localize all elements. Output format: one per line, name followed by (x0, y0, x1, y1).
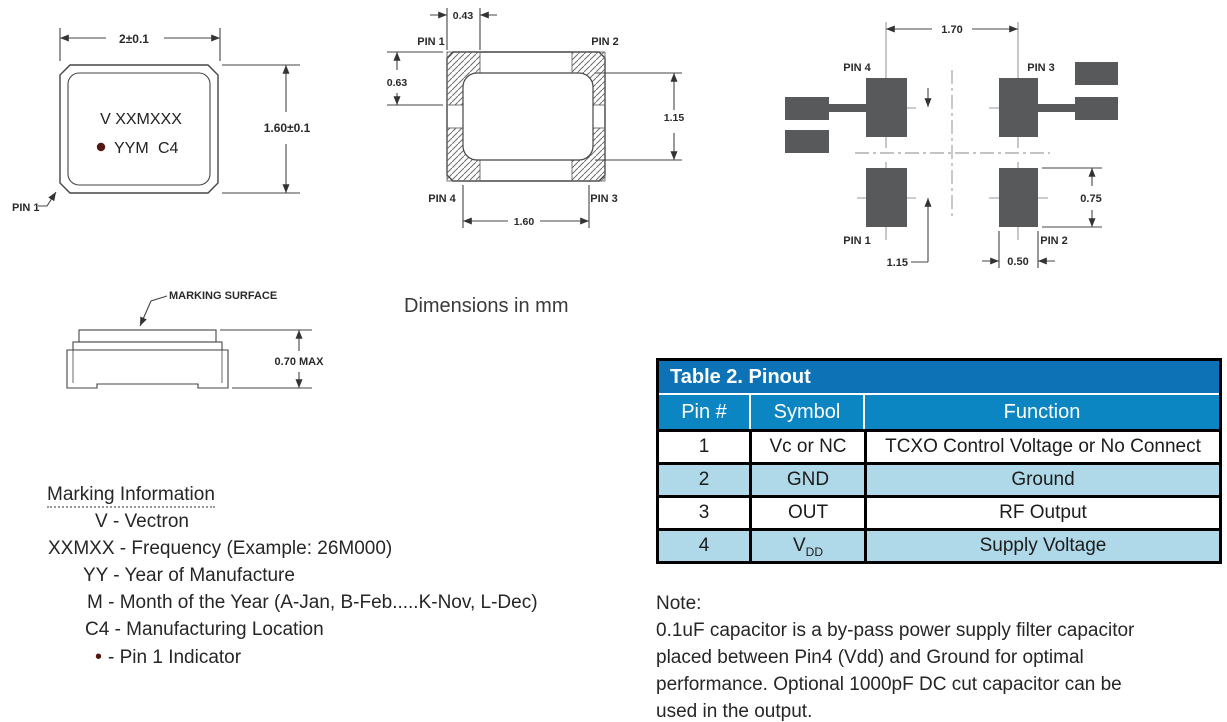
table-title: Table 2. Pinout (659, 361, 1219, 395)
pinout-table (656, 358, 1222, 564)
trace-left (829, 104, 866, 112)
pin3-label: PIN 3 (1027, 62, 1055, 74)
dim-cavity-height (595, 73, 684, 160)
marking-yym: YYM (114, 140, 149, 157)
dim-v-pitch-label: 1.15 (886, 257, 908, 269)
marking-info-title: Marking Information (47, 484, 215, 508)
marking-info-line: YY - Year of Manufacture (83, 565, 295, 586)
pin1-label: PIN 1 (843, 235, 871, 247)
table-row-cell: 1 (659, 432, 749, 462)
dim-cavity-height-label: 1.15 (663, 112, 685, 124)
table-body (659, 429, 1219, 561)
dim-pad-width-label: 0.43 (452, 10, 474, 22)
dim-pad-pitch (463, 185, 589, 228)
side-profile (67, 330, 228, 388)
pin1-dot (97, 143, 105, 151)
table-row-cell: 4 (659, 531, 749, 561)
pin4-label: PIN 4 (428, 193, 456, 205)
package-outline (447, 52, 605, 181)
pad-pin3 (999, 78, 1038, 137)
bypass-pad-right-upper (1075, 62, 1118, 85)
pad-pin2 (999, 168, 1038, 227)
marking-surface-callout (140, 290, 277, 326)
pad-pin1 (866, 168, 907, 227)
marking-line1: V XXMXXX (100, 111, 182, 128)
header-pin: Pin # (659, 395, 749, 429)
pin1-indicator-text: - Pin 1 Indicator (108, 647, 242, 668)
dim-pad-height (1042, 168, 1102, 227)
pin2-label: PIN 2 (591, 36, 619, 48)
dim-height (222, 65, 311, 193)
dim-pad-height-label: 0.75 (1080, 193, 1102, 205)
table-row-cell (752, 531, 864, 561)
dim-width-label: 2±0.1 (119, 32, 149, 46)
dim-pad-width-label: 0.50 (1007, 256, 1029, 268)
pin3-label: PIN 3 (590, 193, 618, 205)
dim-width (60, 28, 220, 61)
table-row-cell: GND (752, 465, 864, 495)
note-line: performance. Optional 1000pF DC cut capacitor can be (656, 674, 1122, 695)
marking-info-line: XXMXX - Frequency (Example: 26M000) (48, 538, 393, 559)
package-bottom-view-drawing (380, 0, 700, 245)
dimensions-note: Dimensions in mm (404, 295, 569, 317)
pin1-indicator-dot: • (95, 646, 103, 668)
table-row-cell: RF Output (867, 498, 1219, 528)
dim-pad-height-label: 0.63 (386, 77, 408, 89)
note-block (656, 590, 1216, 722)
header-function: Function (865, 395, 1219, 429)
dim-max-height (220, 330, 324, 388)
table-row-cell: 3 (659, 498, 749, 528)
table-row-cell: 2 (659, 465, 749, 495)
note-line: 0.1uF capacitor is a by-pass power supply filter capacitor (656, 620, 1135, 641)
bypass-pad-left (785, 97, 829, 120)
dim-max-height-label: 0.70 MAX (274, 356, 324, 368)
package-side-view-drawing (40, 280, 380, 400)
bypass-pad-right (1075, 97, 1118, 120)
pad-pin4 (866, 78, 907, 137)
pin1-label: PIN 1 (12, 202, 40, 214)
note-line: used in the output. (656, 701, 813, 722)
trace-right (1038, 104, 1075, 112)
dim-pad-pitch-label: 1.60 (513, 216, 535, 228)
table-row-cell: Ground (867, 465, 1219, 495)
marking-c4: C4 (158, 140, 179, 157)
pin1-callout (12, 192, 56, 214)
dim-h-pitch (886, 24, 1018, 36)
marking-info-line: C4 - Manufacturing Location (85, 619, 324, 640)
table-row-cell: Supply Voltage (867, 531, 1219, 561)
land-pads (785, 62, 1118, 227)
pin1-label: PIN 1 (417, 36, 445, 48)
table-row-cell: Vc or NC (752, 432, 864, 462)
inner-cavity (463, 73, 593, 160)
bypass-pad-left-lower (785, 130, 829, 153)
package-top-view-drawing (0, 0, 340, 235)
marking-surface-label: MARKING SURFACE (169, 290, 278, 302)
vdd-subscript: DD (805, 545, 824, 559)
table-row-cell: TCXO Control Voltage or No Connect (867, 432, 1219, 462)
table-row-cell: OUT (752, 498, 864, 528)
note-title: Note: (656, 593, 702, 614)
marking-info-line: M - Month of the Year (A-Jan, B-Feb.....K-Nov, L-Dec) (87, 592, 538, 613)
marking-info-line: V - Vectron (95, 511, 189, 532)
dim-h-pitch-label: 1.70 (941, 24, 963, 36)
header-symbol: Symbol (751, 395, 863, 429)
pin2-label: PIN 2 (1040, 235, 1068, 247)
package-outline (60, 65, 218, 193)
note-line: placed between Pin4 (Vdd) and Ground for optimal (656, 647, 1084, 668)
dim-pad-height (387, 52, 443, 105)
land-pattern-drawing (760, 0, 1227, 290)
pin4-label: PIN 4 (843, 62, 871, 74)
vdd-base: V (792, 535, 806, 556)
marking-info-pin1-line (95, 646, 241, 669)
table-header-row (659, 395, 1219, 429)
dim-height-label: 1.60±0.1 (263, 121, 311, 135)
